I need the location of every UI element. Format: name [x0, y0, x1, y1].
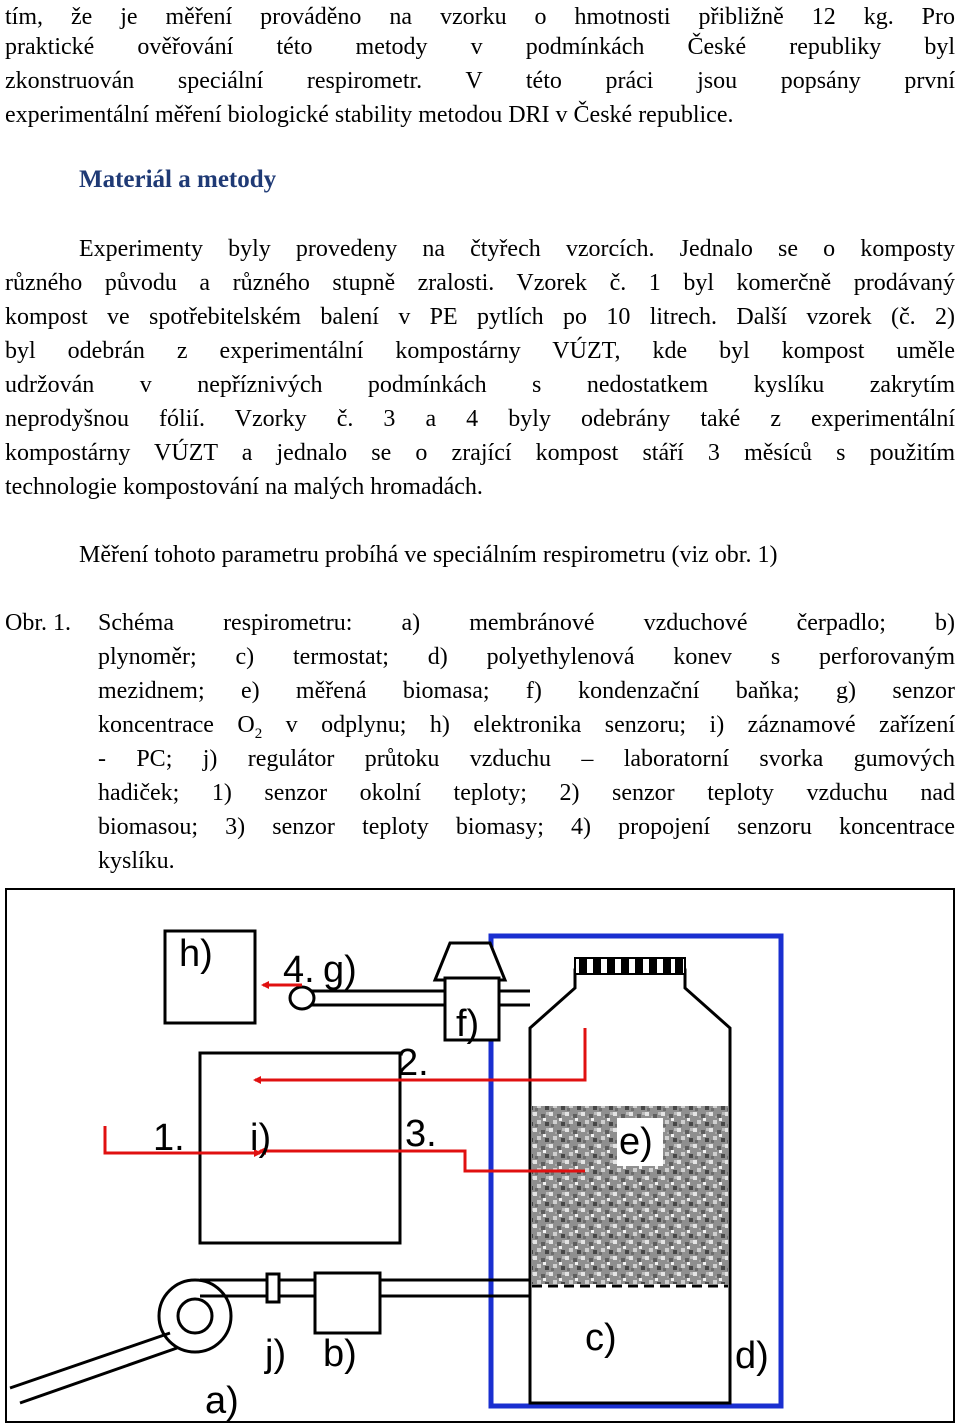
- label-b: b): [323, 1333, 357, 1375]
- methods-line-2: různého původu a různého stupně zralosti. Vzorek č. 1 byl komerčně prodávaný: [5, 270, 955, 296]
- caption-line-6: hadiček; 1) senzor okolní teploty; 2) senzor teploty vzduchu nad: [98, 780, 955, 806]
- methods-line-8: technologie kompostování na malých hromadách.: [5, 474, 483, 500]
- gas-meter: [315, 1273, 380, 1333]
- caption-line-1: Schéma respirometru: a) membránové vzduchové čerpadlo; b): [98, 610, 955, 636]
- caption-line-7: biomasou; 3) senzor teploty biomasy; 4) propojení senzoru koncentrace: [98, 814, 955, 840]
- label-i: i): [250, 1117, 272, 1159]
- label-f: f): [456, 1003, 480, 1045]
- intro-line-3: zkonstruován speciální respirometr. V této práci jsou popsány první: [5, 68, 955, 94]
- caption-line-8: kyslíku.: [98, 848, 175, 874]
- intro-line-1: tím, že je měření prováděno na vzorku o hmotnosti přibližně 12 kg. Pro: [5, 4, 955, 30]
- figure-caption-label: Obr. 1.: [5, 610, 71, 636]
- intro-line-2: praktické ověřování této metody v podmínkách České republiky byl: [5, 34, 955, 60]
- label-1: 1.: [153, 1117, 185, 1159]
- methods-line-4: byl odebrán z experimentální kompostárny VÚZT, kde byl kompost uměle: [5, 338, 955, 364]
- caption-line-2: plynoměr; c) termostat; d) polyethylenová konev s perforovaným: [98, 644, 955, 670]
- label-c: c): [585, 1317, 617, 1359]
- caption-line-5: - PC; j) regulátor průtoku vzduchu – laboratorní svorka gumových: [98, 746, 955, 772]
- caption-line-3: mezidnem; e) měřená biomasa; f) kondenzační baňka; g) senzor: [98, 678, 955, 704]
- methods-line-3: kompost ve spotřebitelském balení v PE pytlích po 10 litrech. Další vzorek (č. 2): [5, 304, 955, 330]
- label-4: 4.: [283, 949, 315, 991]
- label-g: g): [323, 949, 357, 991]
- methods-paragraph-2: Měření tohoto parametru probíhá ve speciálním respirometru (viz obr. 1): [79, 542, 778, 568]
- methods-line-1: Experimenty byly provedeny na čtyřech vzorcích. Jednalo se o komposty: [79, 236, 955, 262]
- label-d: d): [735, 1335, 769, 1377]
- label-j: j): [265, 1333, 287, 1375]
- air-pump: [159, 1280, 231, 1352]
- methods-line-7: kompostárny VÚZT a jednalo se o zrající kompost stáří 3 měsíců s použitím: [5, 440, 955, 466]
- label-a: a): [205, 1380, 239, 1422]
- label-2: 2.: [397, 1042, 429, 1084]
- respirometer-diagram: [5, 888, 955, 1423]
- caption-line-4: koncentrace $O_2$ v odplynu; h) elektronika senzoru; i) záznamové zařízení: [98, 712, 955, 742]
- label-e: e): [619, 1121, 653, 1163]
- methods-line-5: udržován v nepříznivých podmínkách s nedostatkem kyslíku zakrytím: [5, 372, 955, 398]
- label-3: 3.: [405, 1113, 437, 1155]
- label-h: h): [179, 933, 213, 975]
- section-heading: Materiál a metody: [79, 166, 277, 193]
- intro-line-4: experimentální měření biologické stability metodou DRI v České republice.: [5, 102, 734, 128]
- methods-line-6: neprodyšnou fólií. Vzorky č. 3 a 4 byly odebrány také z experimentální: [5, 406, 955, 432]
- flow-clamp: [267, 1274, 279, 1302]
